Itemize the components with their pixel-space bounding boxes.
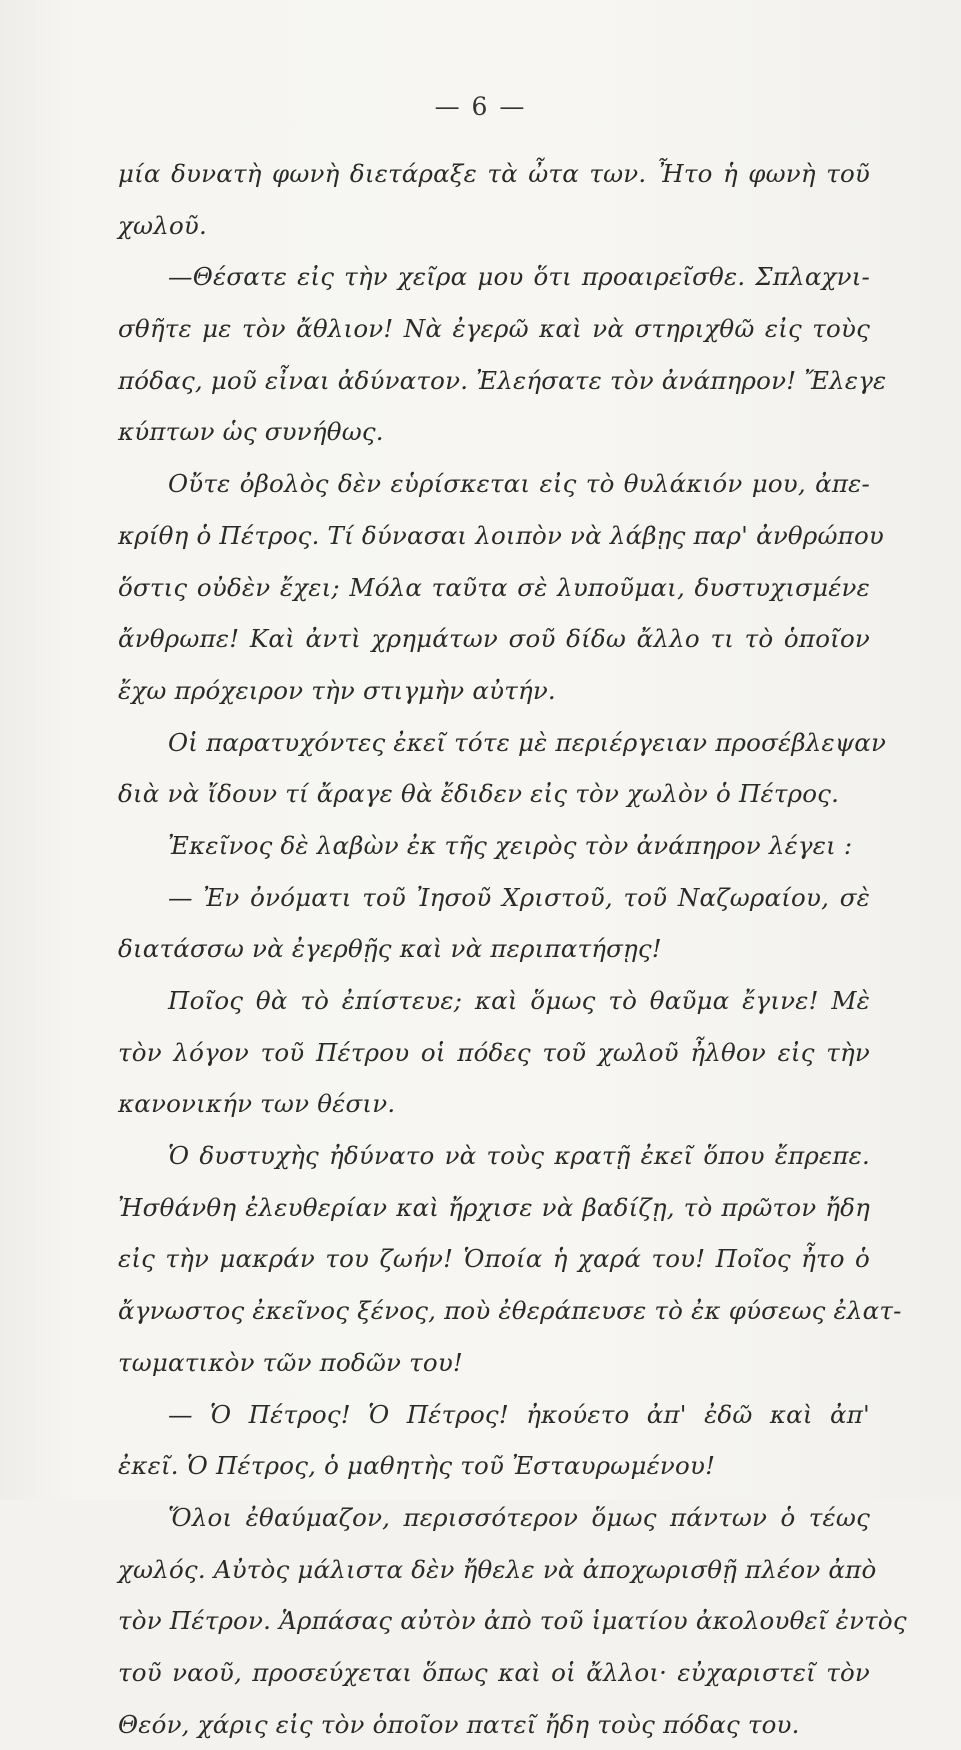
text-line: τοῦ ναοῦ, προσεύχεται ὅπως καὶ οἱ ἄλλοι· εὐχαριστεῖ τὸν — [118, 1657, 870, 1687]
text-line: — Ὁ Πέτρος! Ὁ Πέτρος! ἠκούετο ἀπ' ἐδῶ καὶ ἀπ' — [168, 1399, 870, 1429]
text-line: διατάσσω νὰ ἐγερθῇς καὶ νὰ περιπατήσῃς! — [118, 934, 662, 964]
text-line: τωματικὸν τῶν ποδῶν του! — [118, 1347, 463, 1377]
text-line: ἐκεῖ. Ὁ Πέτρος, ὁ μαθητὴς τοῦ Ἐσταυρωμένου! — [118, 1451, 716, 1481]
text-line: Ἐκεῖνος δὲ λαβὼν ἐκ τῆς χειρὸς τὸν ἀνάπηρον λέγει : — [168, 830, 853, 860]
text-line: πόδας, μοῦ εἶναι ἀδύνατον. Ἐλεήσατε τὸν ἀνάπηρον! Ἔλεγε — [118, 365, 887, 395]
text-line: κύπτων ὡς συνήθως. — [118, 417, 384, 447]
text-line: Οἱ παρατυχόντες ἐκεῖ τότε μὲ περιέργειαν προσέβλεψαν — [168, 727, 887, 757]
text-line: Οὔτε ὀβολὸς δὲν εὑρίσκεται εἰς τὸ θυλάκιόν μου, ἀπε- — [168, 469, 870, 499]
text-line: ὅστις οὐδὲν ἔχει; Μόλα ταῦτα σὲ λυποῦμαι, δυστυχισμένε — [118, 572, 870, 602]
text-line: Ἠσθάνθη ἐλευθερίαν καὶ ἤρχισε νὰ βαδίζῃ, τὸ πρῶτον ἤδη — [118, 1192, 870, 1222]
body-text — [118, 148, 907, 1750]
text-line: κρίθη ὁ Πέτρος. Τί δύνασαι λοιπὸν νὰ λάβῃς παρ' ἀνθρώπου — [118, 520, 884, 550]
text-line: —Θέσατε εἰς τὴν χεῖρα μου ὅτι προαιρεῖσθε. Σπλαχνι- — [168, 262, 870, 292]
text-line: μία δυνατὴ φωνὴ διετάραξε τὰ ὦτα των. Ἦτο ἡ φωνὴ τοῦ — [118, 159, 870, 188]
text-line: τὸν Πέτρον. Ἁρπάσας αὐτὸν ἀπὸ τοῦ ἱματίου ἀκολουθεῖ ἐντὸς — [118, 1606, 907, 1636]
text-line: κανονικήν των θέσιν. — [118, 1089, 396, 1119]
text-line: διὰ νὰ ἴδουν τί ἄραγε θὰ ἔδιδεν εἰς τὸν χωλὸν ὁ Πέτρος. — [118, 779, 840, 809]
page-number: — 6 — — [434, 92, 527, 121]
text-line: Θεόν, χάρις εἰς τὸν ὁποῖον πατεῖ ἤδη τοὺς πόδας του. — [118, 1709, 800, 1739]
text-line: σθῆτε με τὸν ἄθλιον! Νὰ ἐγερῶ καὶ νὰ στηριχθῶ εἰς τοὺς — [118, 314, 870, 344]
text-line: ἄνθρωπε! Καὶ ἀντὶ χρημάτων σοῦ δίδω ἄλλο τι τὸ ὁποῖον — [118, 624, 870, 654]
text-line: Ὅλοι ἐθαύμαζον, περισσότερον ὅμως πάντων ὁ τέως — [168, 1502, 870, 1532]
text-line: ἄγνωστος ἐκεῖνος ξένος, ποὺ ἐθεράπευσε τὸ ἐκ φύσεως ἐλατ- — [118, 1296, 902, 1326]
text-line: — Ἐν ὀνόματι τοῦ Ἰησοῦ Χριστοῦ, τοῦ Ναζωραίου, σὲ — [168, 882, 870, 912]
text-line: χωλοῦ. — [118, 210, 207, 240]
text-line: ἔχω πρόχειρον τὴν στιγμὴν αὐτήν. — [118, 675, 556, 705]
text-line: τὸν λόγον τοῦ Πέτρου οἱ πόδες τοῦ χωλοῦ ἦλθον εἰς τὴν — [118, 1037, 870, 1067]
text-line: Ποῖος θὰ τὸ ἐπίστευε; καὶ ὅμως τὸ θαῦμα ἔγινε! Μὲ — [168, 986, 870, 1015]
text-line: Ὁ δυστυχὴς ἠδύνατο νὰ τοὺς κρατῇ ἐκεῖ ὅπου ἔπρεπε. — [168, 1141, 870, 1171]
text-line: χωλός. Αὐτὸς μάλιστα δὲν ἤθελε νὰ ἀποχωρισθῇ πλέον ἀπὸ — [118, 1554, 877, 1584]
text-line: εἰς τὴν μακράν του ζωήν! Ὁποία ἡ χαρά του! Ποῖος ἦτο ὁ — [118, 1244, 870, 1274]
